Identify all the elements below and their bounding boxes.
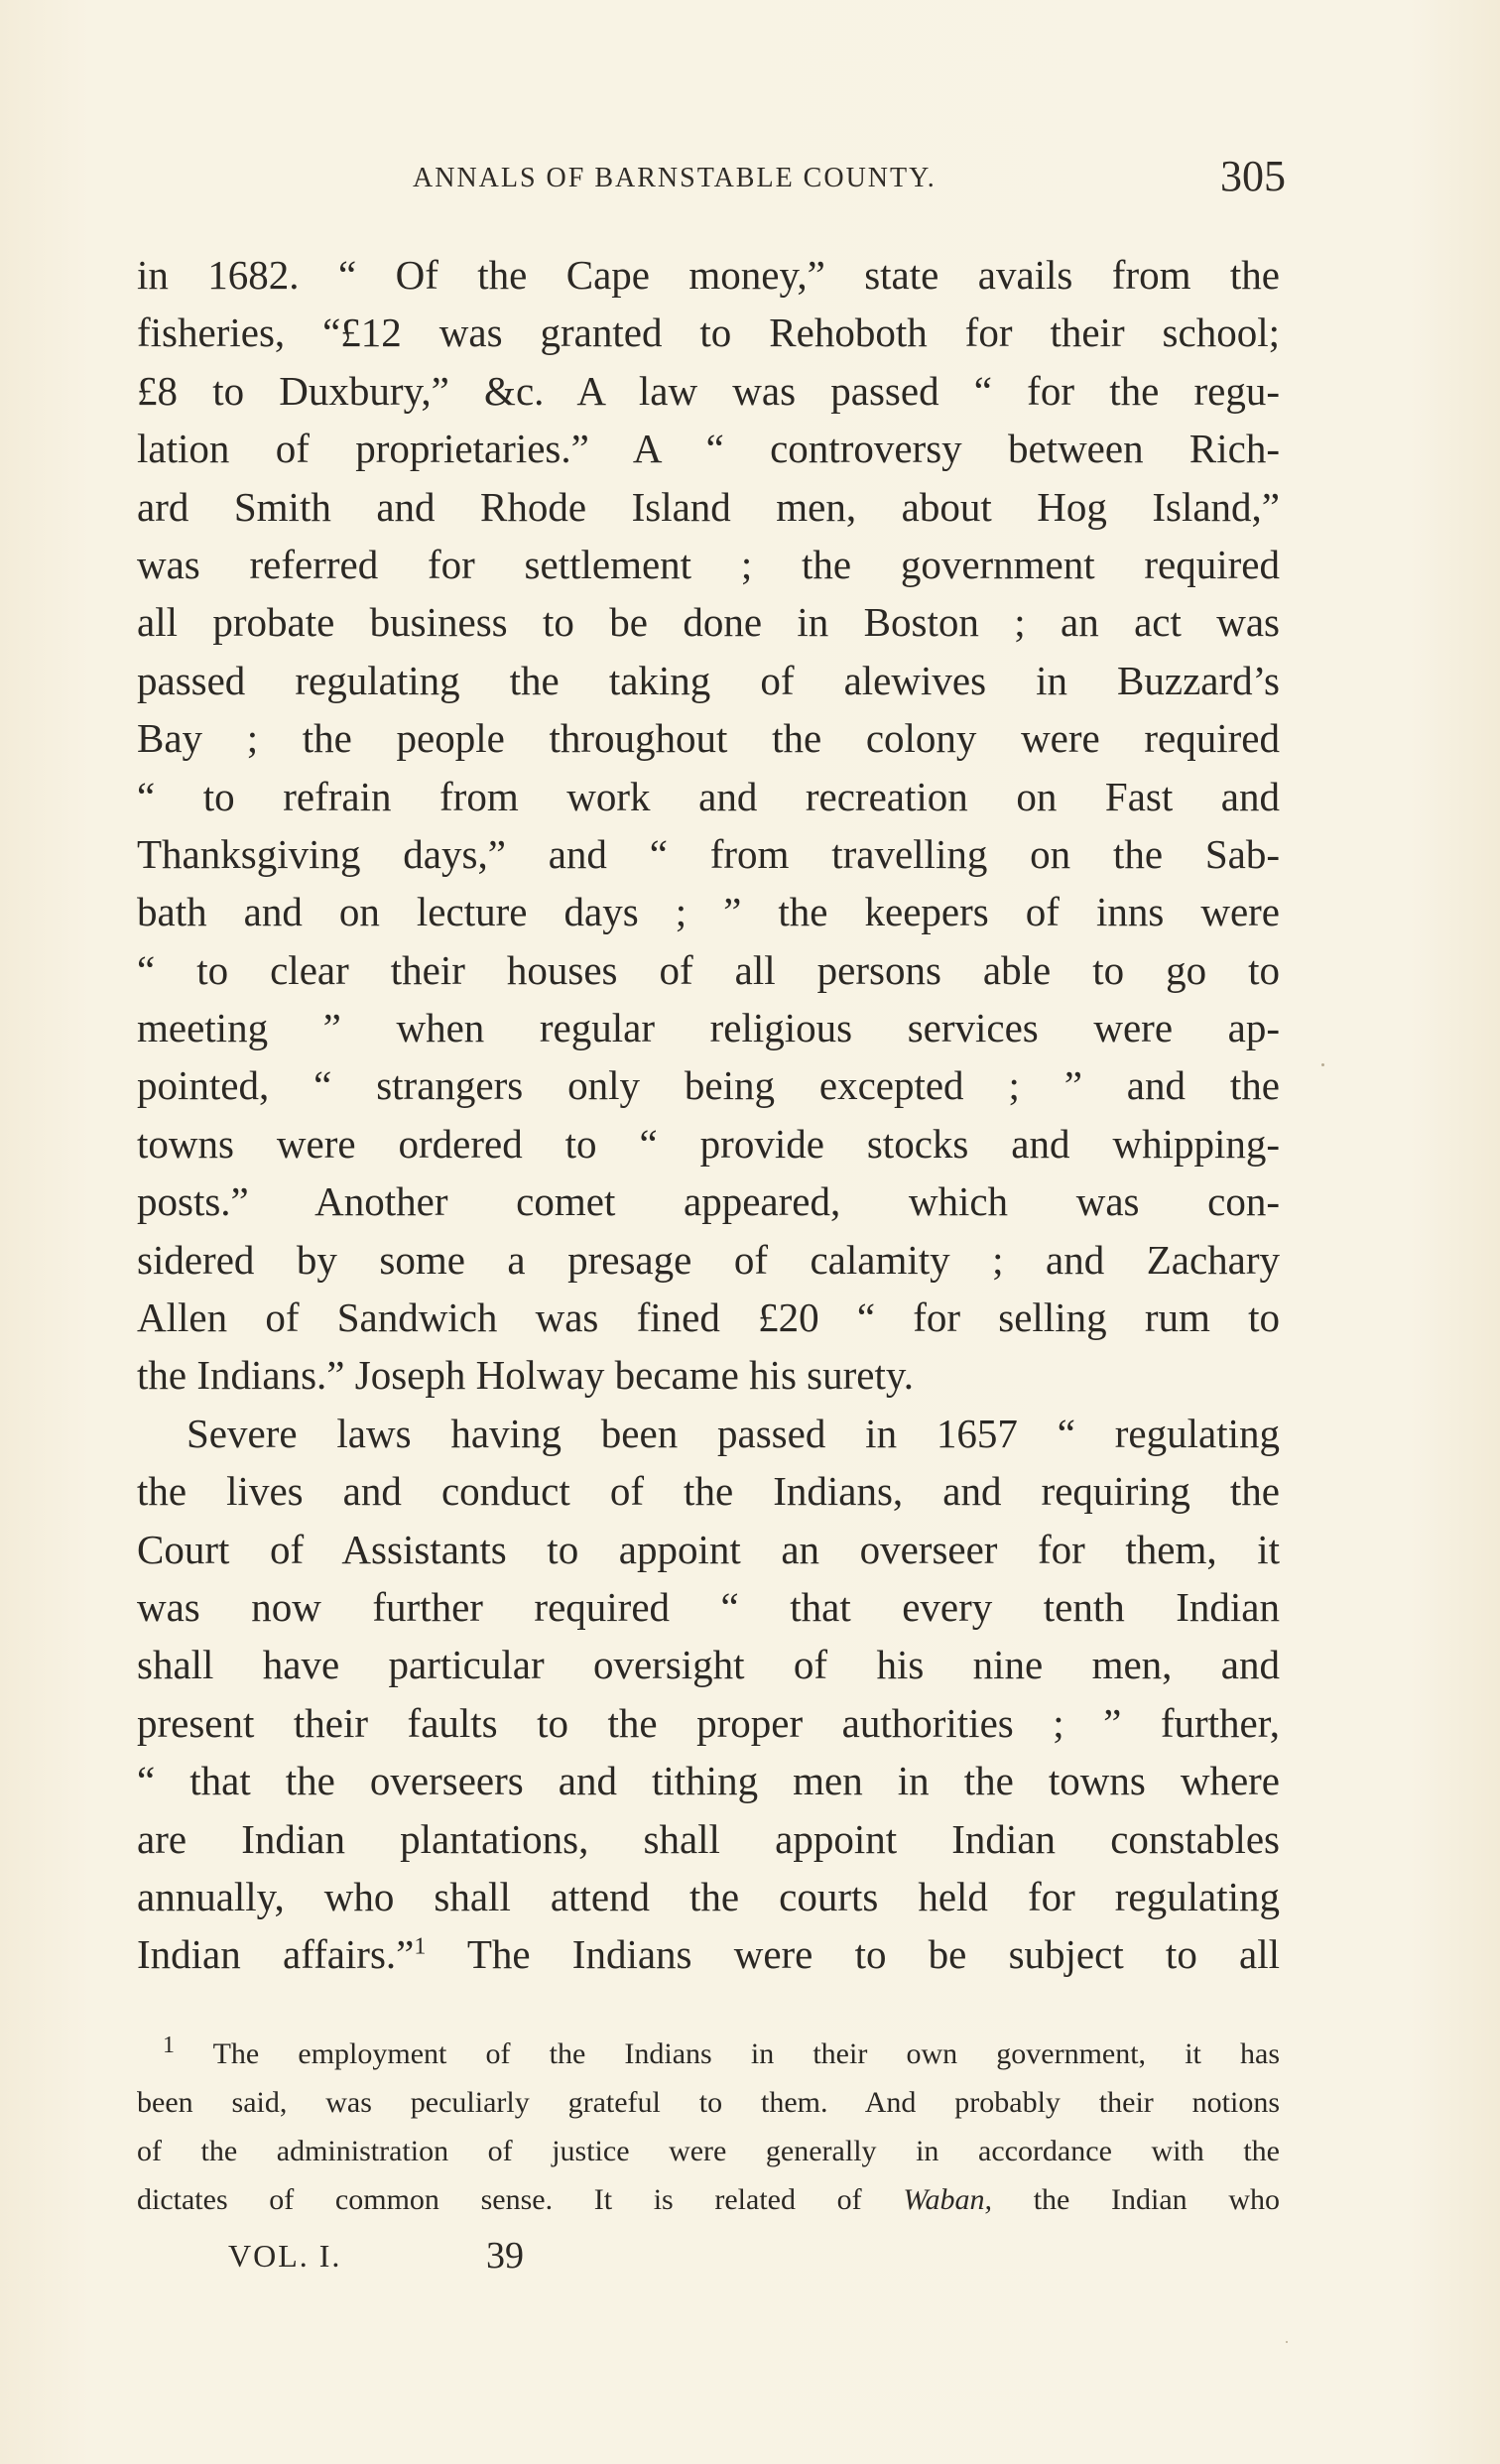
footnote-text: the Indian who bbox=[992, 2183, 1281, 2216]
text-line: £8 to Duxbury,” &c. A law was passed “ for the regu- bbox=[137, 367, 1280, 414]
text-line: fisheries, “£12 was granted to Rehoboth for their school; bbox=[137, 309, 1280, 356]
footnote-line: been said, was peculiarly grateful to them. And probably their notions bbox=[137, 2086, 1280, 2119]
text-line: are Indian plantations, shall appoint Indian constables bbox=[137, 1815, 1280, 1862]
footnote-reference: 1 bbox=[414, 1933, 427, 1960]
text-line: ard Smith and Rhode Island men, about Hog Island,” bbox=[137, 483, 1280, 530]
text-line: bath and on lecture days ; ” the keepers of inns were bbox=[137, 889, 1280, 935]
page-number: 305 bbox=[1220, 152, 1286, 200]
page-header bbox=[135, 152, 1286, 206]
text-fragment: Indian affairs.” bbox=[137, 1931, 415, 1978]
body-text bbox=[137, 246, 1280, 1984]
paragraph-start-line: Severe laws having been passed in 1657 “ regulating bbox=[187, 1410, 1280, 1456]
text-line: Thanksgiving days,” and “ from travelling on the Sab- bbox=[137, 830, 1280, 877]
signature-number: 39 bbox=[486, 2235, 524, 2277]
footnote-line bbox=[137, 2030, 1280, 2078]
text-line: annually, who shall attend the courts held for regulating bbox=[137, 1873, 1280, 1919]
text-fragment: The Indians were to be subject to all bbox=[426, 1931, 1281, 1978]
footnote-text: The employment of the Indians in their own government, it has bbox=[175, 2037, 1280, 2070]
paper-speck bbox=[1321, 1063, 1324, 1066]
text-line: posts.” Another comet appeared, which was con- bbox=[137, 1178, 1280, 1225]
text-line: “ that the overseers and tithing men in the towns where bbox=[137, 1758, 1280, 1804]
footnote bbox=[137, 2030, 1280, 2224]
text-line: the Indians.” Joseph Holway became his surety. bbox=[137, 1352, 914, 1399]
footnote-marker: 1 bbox=[163, 2033, 175, 2058]
text-line: shall have particular oversight of his nine men, and bbox=[137, 1642, 1280, 1688]
text-line: the lives and conduct of the Indians, and requiring the bbox=[137, 1468, 1280, 1515]
signature-line bbox=[228, 2235, 625, 2277]
text-line: meeting ” when regular religious services were ap- bbox=[137, 1005, 1280, 1051]
text-line: in 1682. “ Of the Cape money,” state avails from the bbox=[137, 252, 1280, 298]
text-line: pointed, “ strangers only being excepted ; ” and the bbox=[137, 1062, 1280, 1109]
footnote-line bbox=[137, 2175, 1280, 2224]
footnote-line: of the administration of justice were generally in accordance with the bbox=[137, 2135, 1280, 2167]
text-line: towns were ordered to “ provide stocks and whipping- bbox=[137, 1120, 1280, 1167]
text-line: sidered by some a presage of calamity ; and Zachary bbox=[137, 1236, 1280, 1283]
text-line: lation of proprietaries.” A “ controversy between Rich- bbox=[137, 426, 1280, 472]
footnote-italic-name: Waban, bbox=[903, 2183, 993, 2216]
text-line: present their faults to the proper authorities ; ” further, bbox=[137, 1699, 1280, 1746]
paper-speck bbox=[1286, 2341, 1288, 2343]
text-line: “ to refrain from work and recreation on Fast and bbox=[137, 773, 1280, 819]
text-line: “ to clear their houses of all persons able to go to bbox=[137, 946, 1280, 993]
footnote-text: dictates of common sense. It is related of bbox=[137, 2183, 904, 2216]
text-line: was referred for settlement ; the government required bbox=[137, 541, 1280, 587]
text-line: Bay ; the people throughout the colony were required bbox=[137, 715, 1280, 762]
text-line: all probate business to be done in Boston ; an act was bbox=[137, 599, 1280, 646]
text-line: Court of Assistants to appoint an overseer for them, it bbox=[137, 1526, 1280, 1572]
text-line: was now further required “ that every tenth Indian bbox=[137, 1583, 1280, 1630]
text-line: Allen of Sandwich was fined £20 “ for selling rum to bbox=[137, 1294, 1280, 1341]
running-title: ANNALS OF BARNSTABLE COUNTY. bbox=[413, 163, 937, 193]
text-line: passed regulating the taking of alewives in Buzzard’s bbox=[137, 657, 1280, 703]
volume-label: VOL. I. bbox=[228, 2238, 342, 2274]
text-line-with-footnote-ref bbox=[137, 1925, 1280, 1983]
